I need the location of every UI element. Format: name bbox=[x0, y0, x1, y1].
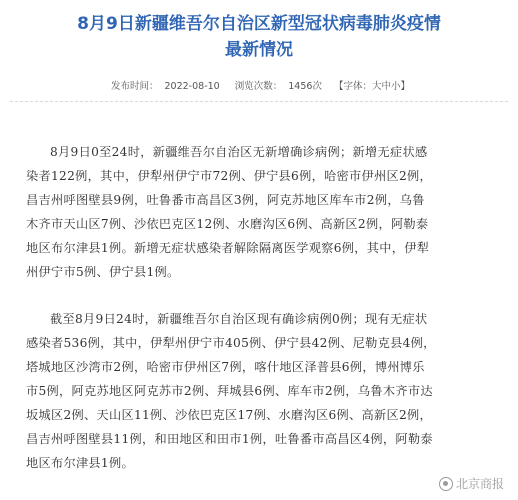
paragraph-line: 木齐市天山区7例、沙依巴克区12例、水磨沟区6例、高新区2例，阿勒泰 bbox=[26, 217, 429, 231]
paragraph-line: 染者122例，其中，伊犁州伊宁市72例、伊宁县6例，哈密市伊州区2例， bbox=[26, 169, 433, 183]
paragraph-line: 塔城地区沙湾市2例，哈密市伊州区7例，喀什地区泽普县6例，博州博乐 bbox=[26, 360, 425, 374]
paragraph-line: 昌吉州呼图壁县9例，吐鲁番市高昌区3例，阿克苏地区库车市2例，乌鲁 bbox=[26, 193, 425, 207]
paragraph-line: 8月9日0至24时，新疆维吾尔自治区无新增确诊病例；新增无症状感 bbox=[50, 145, 428, 159]
article-meta bbox=[0, 78, 518, 92]
title-divider bbox=[10, 101, 508, 102]
paragraph-line: 地区布尔津县1例。 bbox=[26, 456, 134, 470]
watermark-logo-icon bbox=[439, 477, 453, 491]
paragraph-line: 感染者536例，其中，伊犁州伊宁市405例、伊宁县42例、尼勒克县4例， bbox=[26, 336, 436, 350]
watermark-text: 北京商报 bbox=[455, 477, 504, 491]
views-label: 浏览次数： bbox=[234, 81, 283, 92]
font-size-selector[interactable]: 【字体：大中小】 bbox=[333, 81, 410, 92]
paragraph-line: 地区布尔津县1例。新增无症状感染者解除隔离医学观察6例，其中，伊犁 bbox=[26, 241, 430, 255]
paragraph-line: 坂城区2例、天山区11例、沙依巴克区17例、水磨沟区6例、高新区2例， bbox=[26, 408, 433, 422]
publish-label: 发布时间： bbox=[110, 81, 159, 92]
publish-time bbox=[108, 81, 223, 92]
article-title-line2: 最新情况 bbox=[225, 40, 293, 60]
view-count bbox=[232, 81, 325, 92]
paragraph-line: 州伊宁市5例、伊宁县1例。 bbox=[26, 265, 180, 279]
publish-date: 2022-08-10 bbox=[164, 81, 220, 92]
paragraph-line: 截至8月9日24时，新疆维吾尔自治区现有确诊病例0例；现有无症状 bbox=[50, 312, 428, 326]
paragraph-line: 昌吉州呼图壁县11例，和田地区和田市1例，吐鲁番市高昌区4例，阿勒泰 bbox=[26, 432, 433, 446]
article-title-line1: 8月9日新疆维吾尔自治区新型冠状病毒肺炎疫情 bbox=[77, 14, 441, 34]
source-watermark bbox=[439, 475, 504, 492]
views-value: 1456次 bbox=[288, 81, 322, 92]
article-paragraph-1 bbox=[26, 140, 482, 284]
article-paragraph-2 bbox=[26, 307, 482, 475]
paragraph-line: 市5例，阿克苏地区阿克苏市2例、拜城县6例、库车市2例，乌鲁木齐市达 bbox=[26, 384, 433, 398]
